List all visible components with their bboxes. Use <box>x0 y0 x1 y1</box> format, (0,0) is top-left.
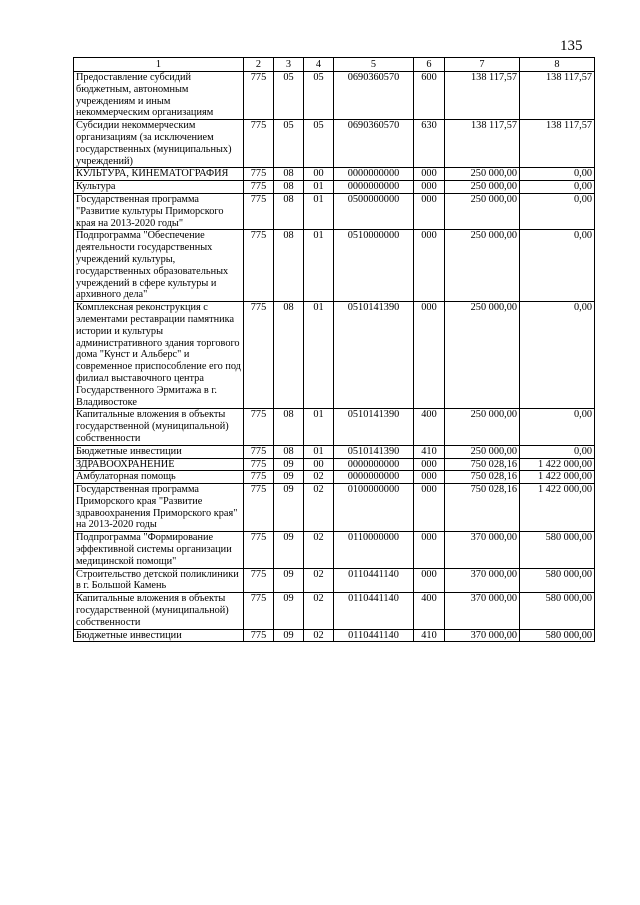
row-value-cell: 138 117,57 <box>445 120 520 168</box>
row-value-cell: 01 <box>304 193 334 229</box>
row-value-cell: 09 <box>274 458 304 471</box>
header-cell: 5 <box>334 58 414 72</box>
row-value-cell: 0,00 <box>520 302 595 409</box>
header-cell: 3 <box>274 58 304 72</box>
row-value-cell: 138 117,57 <box>445 72 520 120</box>
row-value-cell: 000 <box>414 484 445 532</box>
header-cell: 4 <box>304 58 334 72</box>
row-value-cell: 01 <box>304 230 334 302</box>
row-value-cell: 775 <box>244 629 274 642</box>
table-row <box>74 193 595 229</box>
row-value-cell: 0500000000 <box>334 193 414 229</box>
row-value-cell: 775 <box>244 230 274 302</box>
row-name-cell: Государственная программа Приморского края "Развитие здравоохранения Приморского края" на 2013-2020 годы <box>74 484 244 532</box>
row-value-cell: 02 <box>304 532 334 568</box>
row-value-cell: 750 028,16 <box>445 458 520 471</box>
row-value-cell: 0,00 <box>520 181 595 194</box>
row-value-cell: 0000000000 <box>334 471 414 484</box>
table-row <box>74 181 595 194</box>
row-value-cell: 775 <box>244 458 274 471</box>
row-value-cell: 05 <box>274 120 304 168</box>
row-value-cell: 1 422 000,00 <box>520 458 595 471</box>
row-value-cell: 580 000,00 <box>520 532 595 568</box>
row-value-cell: 000 <box>414 302 445 409</box>
table-row <box>74 471 595 484</box>
row-name-cell: Подпрограмма "Формирование эффективной системы организации медицинской помощи" <box>74 532 244 568</box>
row-value-cell: 000 <box>414 193 445 229</box>
row-value-cell: 410 <box>414 629 445 642</box>
table-row <box>74 302 595 409</box>
row-value-cell: 01 <box>304 445 334 458</box>
row-value-cell: 580 000,00 <box>520 593 595 629</box>
row-value-cell: 0000000000 <box>334 458 414 471</box>
table-row <box>74 568 595 593</box>
row-value-cell: 05 <box>304 72 334 120</box>
row-value-cell: 600 <box>414 72 445 120</box>
row-value-cell: 000 <box>414 471 445 484</box>
row-value-cell: 02 <box>304 629 334 642</box>
row-value-cell: 08 <box>274 409 304 445</box>
row-name-cell: Бюджетные инвестиции <box>74 629 244 642</box>
row-value-cell: 0,00 <box>520 230 595 302</box>
table-row <box>74 120 595 168</box>
row-value-cell: 0510000000 <box>334 230 414 302</box>
row-name-cell: Строительство детской поликлиники в г. Большой Камень <box>74 568 244 593</box>
row-value-cell: 775 <box>244 72 274 120</box>
table-row <box>74 593 595 629</box>
row-value-cell: 02 <box>304 568 334 593</box>
row-value-cell: 0110000000 <box>334 532 414 568</box>
row-name-cell: Подпрограмма "Обеспечение деятельности государственных учреждений культуры, государственных образовательных учреждений в сфере культуры и архивного дела" <box>74 230 244 302</box>
row-name-cell: КУЛЬТУРА, КИНЕМАТОГРАФИЯ <box>74 168 244 181</box>
row-value-cell: 250 000,00 <box>445 181 520 194</box>
row-name-cell: Субсидии некоммерческим организациям (за исключением государственных (муниципальных) учреждений) <box>74 120 244 168</box>
row-value-cell: 775 <box>244 532 274 568</box>
table-body <box>74 72 595 642</box>
row-value-cell: 0,00 <box>520 445 595 458</box>
row-value-cell: 775 <box>244 181 274 194</box>
header-cell: 6 <box>414 58 445 72</box>
row-value-cell: 01 <box>304 302 334 409</box>
row-value-cell: 775 <box>244 593 274 629</box>
row-value-cell: 775 <box>244 568 274 593</box>
row-value-cell: 775 <box>244 168 274 181</box>
row-value-cell: 775 <box>244 471 274 484</box>
row-value-cell: 775 <box>244 445 274 458</box>
row-value-cell: 08 <box>274 445 304 458</box>
row-value-cell: 250 000,00 <box>445 409 520 445</box>
row-value-cell: 0,00 <box>520 409 595 445</box>
row-value-cell: 0,00 <box>520 193 595 229</box>
row-value-cell: 580 000,00 <box>520 629 595 642</box>
row-value-cell: 250 000,00 <box>445 168 520 181</box>
row-value-cell: 000 <box>414 458 445 471</box>
header-row <box>74 58 595 72</box>
row-name-cell: Государственная программа "Развитие культуры Приморского края на 2013-2020 годы" <box>74 193 244 229</box>
row-name-cell: Капитальные вложения в объекты государственной (муниципальной) собственности <box>74 409 244 445</box>
row-value-cell: 410 <box>414 445 445 458</box>
row-value-cell: 138 117,57 <box>520 120 595 168</box>
row-value-cell: 08 <box>274 168 304 181</box>
row-value-cell: 370 000,00 <box>445 593 520 629</box>
row-name-cell: Амбулаторная помощь <box>74 471 244 484</box>
row-value-cell: 0110441140 <box>334 629 414 642</box>
header-cell: 7 <box>445 58 520 72</box>
budget-table <box>73 57 595 642</box>
row-value-cell: 000 <box>414 532 445 568</box>
row-value-cell: 000 <box>414 568 445 593</box>
row-value-cell: 09 <box>274 593 304 629</box>
row-value-cell: 08 <box>274 302 304 409</box>
row-value-cell: 09 <box>274 629 304 642</box>
table-row <box>74 72 595 120</box>
table-row <box>74 629 595 642</box>
row-name-cell: Бюджетные инвестиции <box>74 445 244 458</box>
row-value-cell: 1 422 000,00 <box>520 471 595 484</box>
row-value-cell: 250 000,00 <box>445 302 520 409</box>
row-value-cell: 250 000,00 <box>445 230 520 302</box>
row-value-cell: 05 <box>274 72 304 120</box>
row-value-cell: 09 <box>274 568 304 593</box>
row-value-cell: 370 000,00 <box>445 568 520 593</box>
row-name-cell: Предоставление субсидий бюджетным, автономным учреждениям и иным некоммерческим организациям <box>74 72 244 120</box>
row-value-cell: 775 <box>244 409 274 445</box>
row-value-cell: 0,00 <box>520 168 595 181</box>
row-value-cell: 1 422 000,00 <box>520 484 595 532</box>
row-value-cell: 0100000000 <box>334 484 414 532</box>
header-cell: 1 <box>74 58 244 72</box>
row-value-cell: 400 <box>414 409 445 445</box>
row-value-cell: 09 <box>274 484 304 532</box>
row-value-cell: 0510141390 <box>334 409 414 445</box>
row-value-cell: 775 <box>244 302 274 409</box>
row-value-cell: 630 <box>414 120 445 168</box>
row-value-cell: 01 <box>304 409 334 445</box>
header-cell: 8 <box>520 58 595 72</box>
row-value-cell: 0000000000 <box>334 181 414 194</box>
row-value-cell: 000 <box>414 181 445 194</box>
row-name-cell: Капитальные вложения в объекты государственной (муниципальной) собственности <box>74 593 244 629</box>
row-value-cell: 09 <box>274 471 304 484</box>
table-row <box>74 230 595 302</box>
row-value-cell: 08 <box>274 181 304 194</box>
table-row <box>74 168 595 181</box>
row-value-cell: 08 <box>274 193 304 229</box>
row-value-cell: 000 <box>414 168 445 181</box>
row-value-cell: 00 <box>304 458 334 471</box>
table-row <box>74 409 595 445</box>
row-value-cell: 01 <box>304 181 334 194</box>
table-row <box>74 445 595 458</box>
row-value-cell: 000 <box>414 230 445 302</box>
header-cell: 2 <box>244 58 274 72</box>
row-value-cell: 08 <box>274 230 304 302</box>
row-value-cell: 400 <box>414 593 445 629</box>
row-value-cell: 775 <box>244 120 274 168</box>
row-value-cell: 0690360570 <box>334 72 414 120</box>
row-value-cell: 00 <box>304 168 334 181</box>
table-row <box>74 458 595 471</box>
row-value-cell: 775 <box>244 193 274 229</box>
row-value-cell: 250 000,00 <box>445 445 520 458</box>
row-value-cell: 250 000,00 <box>445 193 520 229</box>
row-value-cell: 0690360570 <box>334 120 414 168</box>
row-value-cell: 138 117,57 <box>520 72 595 120</box>
row-value-cell: 370 000,00 <box>445 629 520 642</box>
row-name-cell: Культура <box>74 181 244 194</box>
row-name-cell: Комплексная реконструкция с элементами реставрации памятника истории и культуры административного здания торгового дома "Кунст и Альберс" и современное приспособление его под филиал выставочного центра Государственного Эрмитажа в г. Владивостоке <box>74 302 244 409</box>
row-value-cell: 0110441140 <box>334 593 414 629</box>
row-value-cell: 0510141390 <box>334 445 414 458</box>
table-row <box>74 484 595 532</box>
row-value-cell: 0510141390 <box>334 302 414 409</box>
row-value-cell: 02 <box>304 471 334 484</box>
row-value-cell: 775 <box>244 484 274 532</box>
row-value-cell: 02 <box>304 484 334 532</box>
row-name-cell: ЗДРАВООХРАНЕНИЕ <box>74 458 244 471</box>
row-value-cell: 0110441140 <box>334 568 414 593</box>
row-value-cell: 750 028,16 <box>445 471 520 484</box>
table-row <box>74 532 595 568</box>
row-value-cell: 05 <box>304 120 334 168</box>
row-value-cell: 02 <box>304 593 334 629</box>
page-number: 135 <box>560 38 583 54</box>
row-value-cell: 370 000,00 <box>445 532 520 568</box>
row-value-cell: 09 <box>274 532 304 568</box>
row-value-cell: 0000000000 <box>334 168 414 181</box>
row-value-cell: 750 028,16 <box>445 484 520 532</box>
row-value-cell: 580 000,00 <box>520 568 595 593</box>
